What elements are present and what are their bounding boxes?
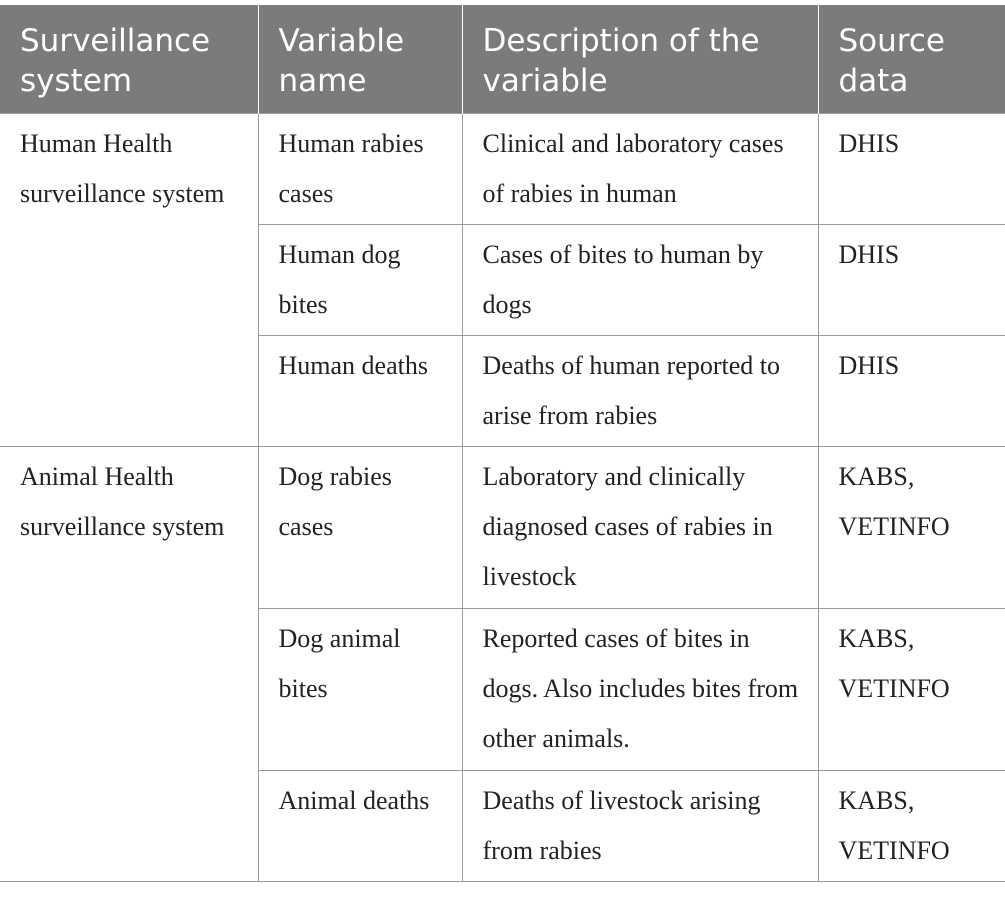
source-cell: DHIS	[818, 336, 1005, 447]
header-variable-name: Variable name	[258, 5, 462, 114]
description-cell: Laboratory and clinically diagnosed cases of rabies in livestock	[462, 447, 818, 609]
header-description: Description of the variable	[462, 5, 818, 114]
table-row	[0, 447, 1005, 609]
header-source-data: Source data	[818, 5, 1005, 114]
system-cell: Animal Health surveillance system	[0, 447, 258, 882]
description-cell: Cases of bites to human by dogs	[462, 225, 818, 336]
variable-cell: Dog rabies cases	[258, 447, 462, 609]
description-cell: Reported cases of bites in dogs. Also includes bites from other animals.	[462, 609, 818, 771]
variable-cell: Dog animal bites	[258, 609, 462, 771]
source-cell: KABS, VETINFO	[818, 447, 1005, 609]
description-cell: Clinical and laboratory cases of rabies in human	[462, 114, 818, 225]
description-cell: Deaths of human reported to arise from rabies	[462, 336, 818, 447]
source-cell: DHIS	[818, 225, 1005, 336]
surveillance-table	[0, 5, 1005, 882]
source-cell: KABS, VETINFO	[818, 771, 1005, 882]
header-surveillance-system: Surveillance system	[0, 5, 258, 114]
description-cell: Deaths of livestock arising from rabies	[462, 771, 818, 882]
variable-cell: Animal deaths	[258, 771, 462, 882]
system-cell: Human Health surveillance system	[0, 114, 258, 447]
variable-cell: Human dog bites	[258, 225, 462, 336]
source-cell: KABS, VETINFO	[818, 609, 1005, 771]
variable-cell: Human rabies cases	[258, 114, 462, 225]
table-row	[0, 114, 1005, 225]
header-row	[0, 5, 1005, 114]
source-cell: DHIS	[818, 114, 1005, 225]
variable-cell: Human deaths	[258, 336, 462, 447]
